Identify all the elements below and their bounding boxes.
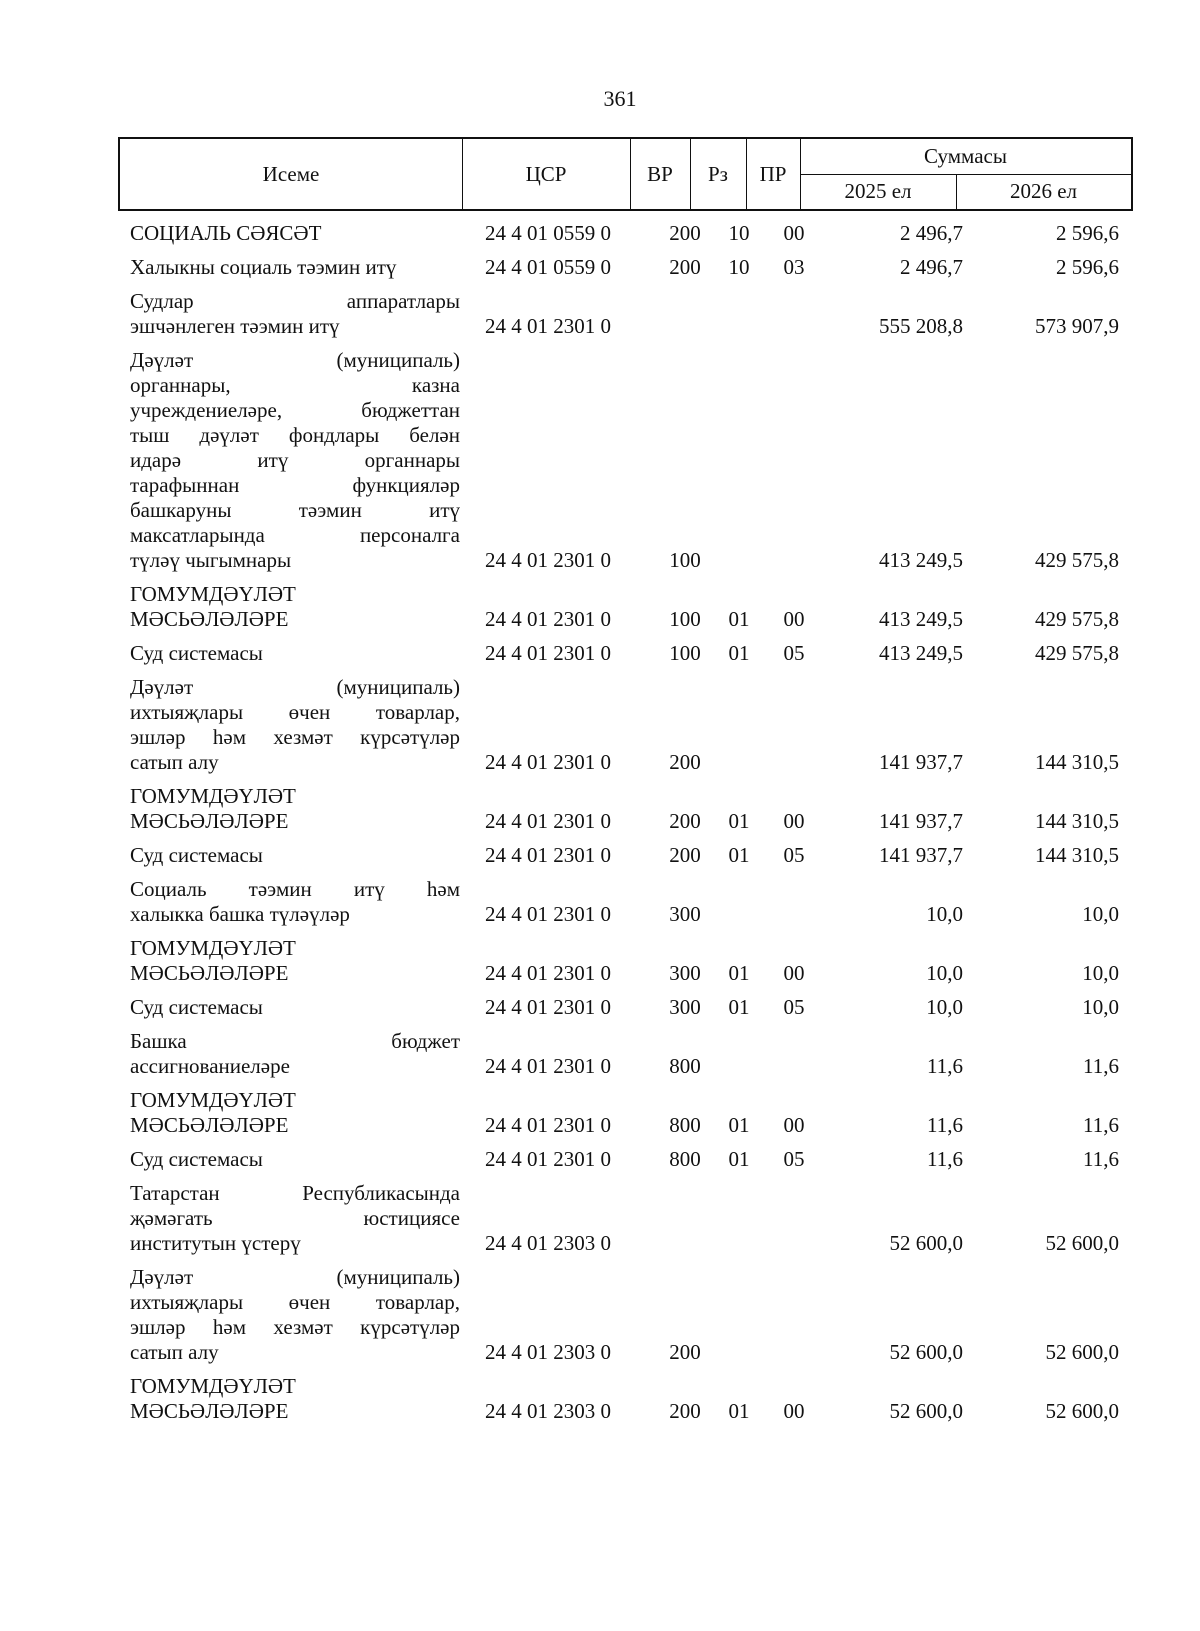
row-vr: 100: [669, 641, 701, 665]
row-rz: 10: [728, 221, 750, 245]
table-row: [118, 1374, 1133, 1424]
header-vr-cell: [630, 139, 691, 209]
row-vr: 800: [669, 1147, 701, 1171]
row-name-line: Суд системасы: [130, 995, 263, 1019]
row-sum-2025: 555 208,8: [879, 314, 963, 338]
header-csr: ЦСР: [525, 161, 567, 186]
row-name: [118, 877, 460, 927]
row-vr: 800: [669, 1113, 701, 1137]
row-sum-2025: 141 937,7: [879, 809, 963, 833]
row-vr: 800: [669, 1054, 701, 1078]
row-sum-2026: 2 596,6: [1056, 255, 1119, 279]
row-csr: 24 4 01 2301 0: [485, 607, 611, 631]
row-sum-2026: 10,0: [1082, 961, 1119, 985]
table-header: [118, 137, 1133, 211]
row-name-line: тарафыннан функцияләр: [130, 473, 460, 497]
row-name-line: МӘСЬӘЛӘЛӘРЕ: [130, 607, 289, 631]
row-rz: 01: [728, 607, 750, 631]
page-number: 361: [603, 86, 637, 111]
row-name-line: МӘСЬӘЛӘЛӘРЕ: [130, 1113, 289, 1137]
row-name-line: Татарстан Республикасында: [130, 1181, 460, 1205]
row-name-line: СОЦИАЛЬ СӘЯСӘТ: [130, 221, 322, 245]
row-name-line: эшчәнлеген тәэмин итү: [130, 314, 340, 338]
row-csr: 24 4 01 2303 0: [485, 1399, 611, 1423]
row-name: [118, 348, 460, 573]
row-name-line: Башка бюджет: [130, 1029, 460, 1053]
table-row: [118, 1147, 1133, 1172]
row-csr: 24 4 01 2301 0: [485, 902, 611, 926]
row-sum-2025: 11,6: [927, 1147, 963, 1171]
row-name-line: ГОМУМДӘҮЛӘТ: [130, 1088, 296, 1112]
table-row: [118, 289, 1133, 339]
table-row: [118, 843, 1133, 868]
table-row: [118, 582, 1133, 632]
table-body: [118, 212, 1133, 1424]
header-year2: 2026 ел: [1009, 179, 1078, 203]
row-rz: 01: [728, 843, 750, 867]
header-pr: ПР: [759, 161, 787, 186]
row-name-line: ихтыяҗлары өчен товарлар,: [130, 1290, 460, 1314]
row-name-line: тыш дәүләт фондлары белән: [130, 423, 460, 447]
row-sum-2026: 52 600,0: [1045, 1231, 1119, 1255]
header-vr: ВР: [647, 161, 673, 186]
row-sum-2026: 144 310,5: [1035, 750, 1119, 774]
row-vr: 200: [669, 750, 701, 774]
row-name-line: ГОМУМДӘҮЛӘТ: [130, 784, 296, 808]
row-name: [118, 221, 460, 246]
header-name-cell: [120, 139, 463, 209]
row-name: [118, 582, 460, 632]
row-name: [118, 1029, 460, 1079]
row-name: [118, 1088, 460, 1138]
row-sum-2026: 429 575,8: [1035, 641, 1119, 665]
row-name: [118, 1265, 460, 1365]
row-pr: 00: [783, 1113, 805, 1137]
row-name: [118, 1374, 460, 1424]
row-name-line: МӘСЬӘЛӘЛӘРЕ: [130, 961, 289, 985]
row-pr: 05: [783, 1147, 805, 1171]
row-sum-2026: 52 600,0: [1045, 1399, 1119, 1423]
row-csr: 24 4 01 0559 0: [485, 255, 611, 279]
row-sum-2026: 52 600,0: [1045, 1340, 1119, 1364]
header-sum-cell: [800, 139, 1131, 175]
row-name-line: Социаль тәэмин итү һәм: [130, 877, 460, 901]
row-sum-2025: 413 249,5: [879, 641, 963, 665]
row-name-line: максатларында персоналга: [130, 523, 460, 547]
row-rz: 01: [728, 995, 750, 1019]
row-csr: 24 4 01 2301 0: [485, 1113, 611, 1137]
row-rz: 01: [728, 1147, 750, 1171]
row-sum-2025: 10,0: [926, 961, 963, 985]
header-year1: 2025 ел: [844, 179, 912, 203]
row-vr: 300: [669, 995, 701, 1019]
row-name-line: сатып алу: [130, 750, 219, 774]
row-name: [118, 289, 460, 339]
row-pr: 00: [783, 607, 805, 631]
row-rz: 01: [728, 1399, 750, 1423]
row-name-line: Халыкны социаль тәэмин итү: [130, 255, 397, 279]
row-name-line: Дәүләт (муниципаль): [130, 1265, 460, 1289]
row-name: [118, 1147, 460, 1172]
header-year2-cell: [956, 174, 1131, 209]
row-sum-2025: 52 600,0: [889, 1231, 963, 1255]
table-row: [118, 255, 1133, 280]
row-vr: 300: [669, 961, 701, 985]
row-sum-2026: 10,0: [1082, 902, 1119, 926]
row-sum-2026: 144 310,5: [1035, 809, 1119, 833]
row-name-line: башкаруны тәэмин итү: [130, 498, 460, 522]
table-row: [118, 1265, 1133, 1365]
row-vr: 200: [669, 843, 701, 867]
row-sum-2025: 52 600,0: [889, 1399, 963, 1423]
row-csr: 24 4 01 2301 0: [485, 961, 611, 985]
row-vr: 100: [669, 607, 701, 631]
header-year1-cell: [800, 174, 957, 209]
row-csr: 24 4 01 2301 0: [485, 809, 611, 833]
row-name-line: сатып алу: [130, 1340, 219, 1364]
row-sum-2025: 413 249,5: [879, 607, 963, 631]
table-row: [118, 936, 1133, 986]
row-sum-2026: 573 907,9: [1035, 314, 1119, 338]
row-sum-2026: 429 575,8: [1035, 548, 1119, 572]
row-csr: 24 4 01 2303 0: [485, 1340, 611, 1364]
header-rz: Рз: [708, 161, 728, 186]
row-name-line: МӘСЬӘЛӘЛӘРЕ: [130, 1399, 289, 1423]
row-name-line: Суд системасы: [130, 843, 263, 867]
row-rz: 01: [728, 809, 750, 833]
row-name-line: Суд системасы: [130, 1147, 263, 1171]
row-vr: 200: [669, 1340, 701, 1364]
row-name-line: Суд системасы: [130, 641, 263, 665]
row-sum-2026: 429 575,8: [1035, 607, 1119, 631]
row-pr: 05: [783, 995, 805, 1019]
row-sum-2025: 10,0: [926, 902, 963, 926]
row-csr: 24 4 01 2301 0: [485, 314, 611, 338]
row-name-line: Дәүләт (муниципаль): [130, 348, 460, 372]
row-csr: 24 4 01 2301 0: [485, 995, 611, 1019]
table-row: [118, 675, 1133, 775]
row-vr: 300: [669, 902, 701, 926]
row-sum-2025: 141 937,7: [879, 843, 963, 867]
row-sum-2025: 2 496,7: [900, 221, 963, 245]
table-row: [118, 995, 1133, 1020]
table-row: [118, 348, 1133, 573]
row-pr: 05: [783, 843, 805, 867]
table-row: [118, 1088, 1133, 1138]
row-vr: 100: [669, 548, 701, 572]
row-rz: 01: [728, 641, 750, 665]
row-sum-2025: 2 496,7: [900, 255, 963, 279]
row-sum-2026: 144 310,5: [1035, 843, 1119, 867]
row-name-line: ихтыяҗлары өчен товарлар,: [130, 700, 460, 724]
row-name: [118, 641, 460, 666]
row-sum-2025: 10,0: [926, 995, 963, 1019]
row-name-line: ассигнованиеләре: [130, 1054, 290, 1078]
row-vr: 200: [669, 809, 701, 833]
row-name-line: җәмәгать юстициясе: [130, 1206, 460, 1230]
row-name-line: Дәүләт (муниципаль): [130, 675, 460, 699]
header-name: Исеме: [262, 161, 320, 186]
row-name-line: МӘСЬӘЛӘЛӘРЕ: [130, 809, 289, 833]
row-name: [118, 255, 460, 280]
row-name-line: халыкка башка түләүләр: [130, 902, 350, 926]
row-sum-2026: 11,6: [1083, 1054, 1119, 1078]
row-sum-2026: 11,6: [1083, 1147, 1119, 1171]
row-pr: 00: [783, 961, 805, 985]
row-pr: 00: [783, 1399, 805, 1423]
row-name: [118, 675, 460, 775]
row-pr: 00: [783, 221, 805, 245]
row-name-line: түләү чыгымнары: [130, 548, 292, 572]
row-name-line: органнары, казна: [130, 373, 460, 397]
row-name-line: эшләр һәм хезмәт күрсәтүләр: [130, 725, 460, 749]
table-row: [118, 784, 1133, 834]
row-name: [118, 1181, 460, 1256]
row-name: [118, 784, 460, 834]
row-vr: 200: [669, 1399, 701, 1423]
header-pr-cell: [746, 139, 801, 209]
row-sum-2025: 11,6: [927, 1054, 963, 1078]
row-sum-2025: 52 600,0: [889, 1340, 963, 1364]
table-row: [118, 1029, 1133, 1079]
row-csr: 24 4 01 2301 0: [485, 548, 611, 572]
row-sum-2025: 141 937,7: [879, 750, 963, 774]
row-name-line: ГОМУМДӘҮЛӘТ: [130, 936, 296, 960]
header-sum: Суммасы: [924, 144, 1007, 168]
row-name-line: идарә итү органнары: [130, 448, 460, 472]
row-sum-2026: 2 596,6: [1056, 221, 1119, 245]
row-csr: 24 4 01 2301 0: [485, 750, 611, 774]
row-csr: 24 4 01 2303 0: [485, 1231, 611, 1255]
row-name-line: институтын үстерү: [130, 1231, 301, 1255]
row-name-line: ГОМУМДӘҮЛӘТ: [130, 582, 296, 606]
header-csr-cell: [462, 139, 631, 209]
row-name: [118, 995, 460, 1020]
row-sum-2025: 11,6: [927, 1113, 963, 1137]
row-rz: 01: [728, 961, 750, 985]
row-csr: 24 4 01 2301 0: [485, 1147, 611, 1171]
row-name-line: эшләр һәм хезмәт күрсәтүләр: [130, 1315, 460, 1339]
row-pr: 05: [783, 641, 805, 665]
row-sum-2026: 10,0: [1082, 995, 1119, 1019]
row-pr: 00: [783, 809, 805, 833]
table-row: [118, 877, 1133, 927]
row-rz: 01: [728, 1113, 750, 1137]
row-sum-2025: 413 249,5: [879, 548, 963, 572]
row-name-line: учреждениеләре, бюджеттан: [130, 398, 460, 422]
row-vr: 200: [669, 255, 701, 279]
row-sum-2026: 11,6: [1083, 1113, 1119, 1137]
row-pr: 03: [783, 255, 805, 279]
row-csr: 24 4 01 0559 0: [485, 221, 611, 245]
row-csr: 24 4 01 2301 0: [485, 641, 611, 665]
row-name-line: ГОМУМДӘҮЛӘТ: [130, 1374, 296, 1398]
row-vr: 200: [669, 221, 701, 245]
table-row: [118, 1181, 1133, 1256]
table-row: [118, 641, 1133, 666]
row-name-line: Судлар аппаратлары: [130, 289, 460, 313]
row-rz: 10: [728, 255, 750, 279]
header-rz-cell: [690, 139, 747, 209]
row-name: [118, 843, 460, 868]
row-csr: 24 4 01 2301 0: [485, 843, 611, 867]
table-row: [118, 221, 1133, 246]
row-csr: 24 4 01 2301 0: [485, 1054, 611, 1078]
row-name: [118, 936, 460, 986]
